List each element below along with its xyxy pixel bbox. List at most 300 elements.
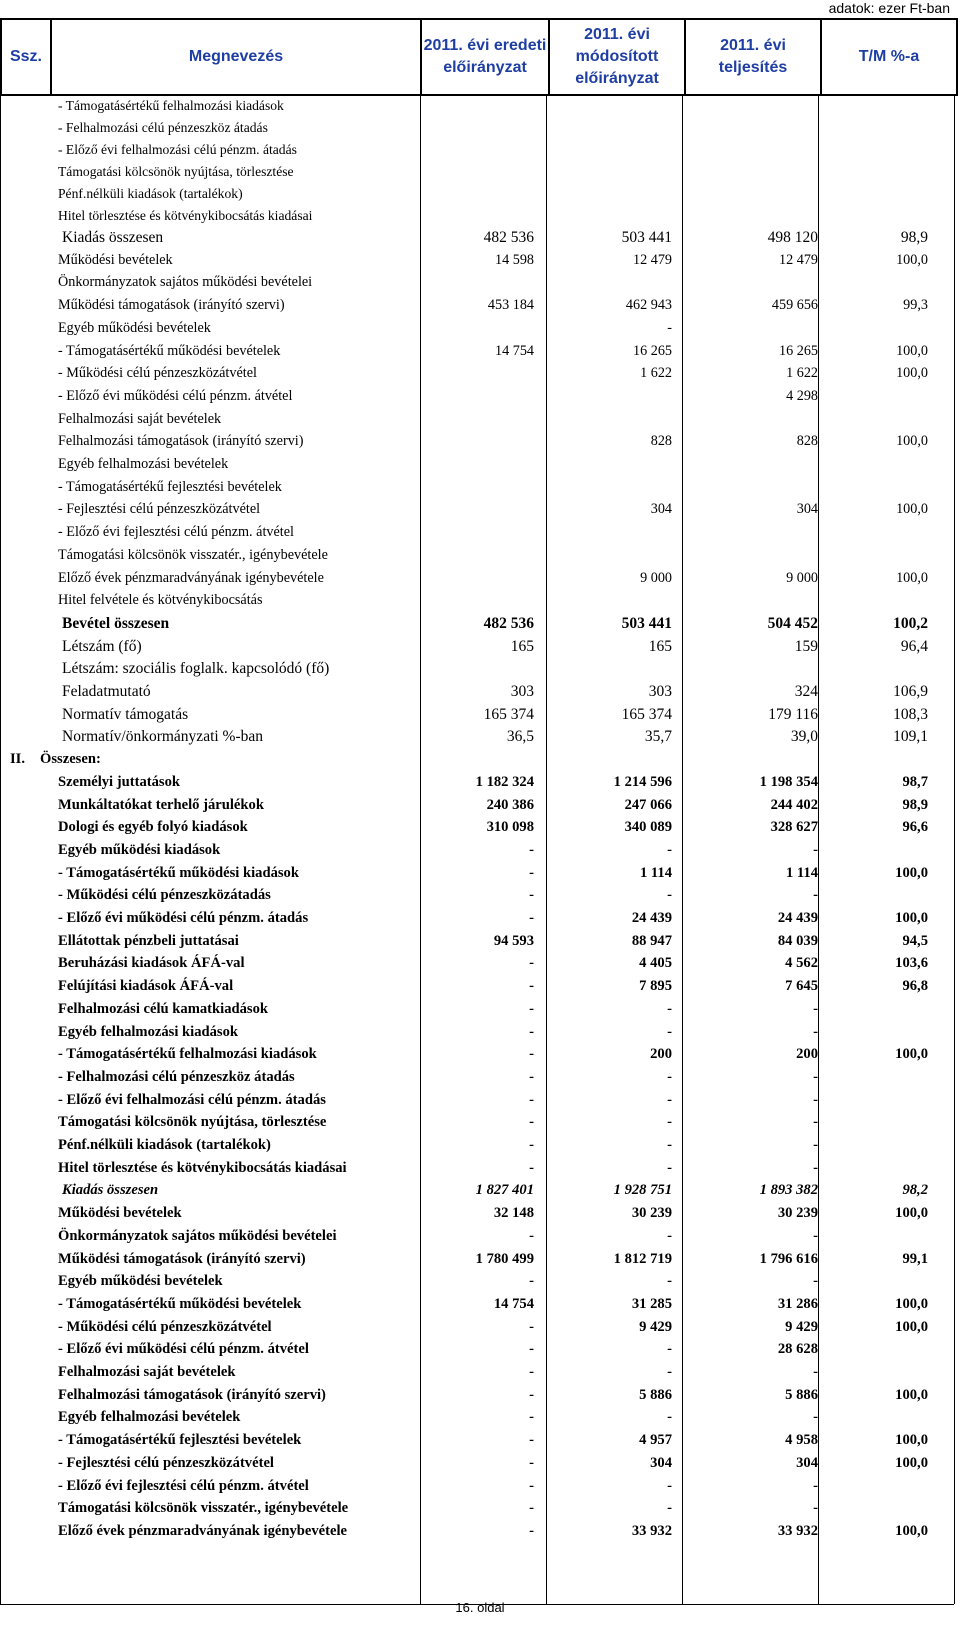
row-label: Működési támogatások (irányító szervi): [58, 297, 285, 314]
table-row: [0, 1111, 956, 1134]
table-row: [0, 430, 956, 453]
header-actual: 2011. évi teljesítés: [685, 19, 821, 95]
header-ssz: Ssz.: [1, 19, 51, 95]
row-label: Feladatmutató: [62, 683, 151, 700]
cell-original-budget: -: [529, 1500, 534, 1517]
cell-original-budget: -: [529, 1023, 534, 1040]
cell-actual: -: [813, 1023, 818, 1040]
cell-original-budget: -: [529, 1137, 534, 1153]
cell-actual: 324: [794, 683, 818, 700]
table-row: [0, 1248, 956, 1271]
table-row: [0, 1293, 956, 1316]
cell-percent: 100,0: [895, 1454, 928, 1471]
table-row: [0, 1270, 956, 1293]
cell-actual: 33 932: [777, 1522, 818, 1539]
cell-percent: 103,6: [895, 955, 928, 972]
table-row: [0, 998, 956, 1021]
cell-actual: -: [813, 887, 818, 904]
row-label: - Előző évi működési célú pénzm. átvétel: [58, 387, 293, 404]
row-label: - Működési célú pénzeszközátadás: [58, 887, 271, 904]
cell-actual: 4 298: [786, 387, 818, 404]
table-row: [0, 1384, 956, 1407]
cell-modified-budget: 304: [650, 1454, 672, 1471]
row-label: Egyéb felhalmozási bevételek: [58, 1409, 241, 1426]
row-label: Munkáltatókat terhelő járulékok: [58, 796, 264, 813]
cell-percent: 100,0: [896, 365, 928, 382]
cell-modified-budget: 30 239: [631, 1205, 672, 1222]
cell-actual: -: [813, 1477, 818, 1494]
cell-original-budget: 1 827 401: [475, 1182, 534, 1199]
cell-actual: 9 000: [786, 569, 818, 586]
header-name: Megnevezés: [51, 19, 421, 95]
cell-modified-budget: 1 214 596: [613, 773, 672, 790]
row-label: Előző évek pénzmaradványának igénybevétele: [58, 1522, 348, 1539]
cell-original-budget: 14 754: [493, 1295, 534, 1312]
row-label: Normatív/önkormányzati %-ban: [62, 728, 264, 746]
cell-actual: -: [813, 1114, 818, 1131]
table-row: [0, 1361, 956, 1384]
cell-percent: 100,0: [896, 501, 928, 518]
row-number: II.: [10, 751, 26, 768]
cell-actual: -: [813, 841, 818, 858]
cell-percent: 96,4: [900, 637, 928, 655]
cell-percent: 100,0: [895, 1205, 928, 1222]
cell-modified-budget: -: [667, 1000, 672, 1017]
row-label: Kiadás összesen: [62, 229, 164, 246]
cell-actual: -: [813, 1409, 818, 1426]
row-label: - Fejlesztési célú pénzeszközátvétel: [58, 1454, 274, 1471]
table-row: [0, 589, 956, 612]
cell-modified-budget: -: [667, 1273, 672, 1290]
cell-percent: 100,0: [895, 1295, 928, 1312]
cell-modified-budget: 35,7: [644, 728, 672, 746]
cell-modified-budget: 1 812 719: [613, 1250, 672, 1267]
cell-modified-budget: 200: [650, 1046, 672, 1063]
cell-original-budget: 482 536: [483, 229, 534, 246]
table-row: [0, 771, 956, 794]
table-row: [0, 1316, 956, 1339]
cell-original-budget: -: [529, 1227, 534, 1244]
row-label: Felhalmozási célú kamatkiadások: [58, 1000, 268, 1017]
cell-modified-budget: 24 439: [631, 910, 672, 926]
cell-modified-budget: -: [667, 1341, 672, 1358]
cell-actual: -: [813, 1137, 818, 1153]
row-label: Bevétel összesen: [62, 614, 170, 632]
header-percent: T/M %-a: [821, 19, 957, 95]
cell-modified-budget: -: [667, 841, 672, 858]
table-row: [0, 1179, 956, 1202]
row-label: Összesen:: [40, 751, 101, 768]
table-row: [0, 521, 956, 544]
cell-percent: 98,9: [900, 229, 928, 246]
row-label: Létszám (fő): [62, 637, 142, 655]
cell-modified-budget: -: [667, 1137, 672, 1153]
table-row: [0, 204, 956, 227]
cell-original-budget: -: [529, 978, 534, 995]
cell-percent: 96,8: [902, 978, 928, 995]
table-row: [0, 1202, 956, 1225]
table-row: [0, 1452, 956, 1475]
cell-original-budget: 14 754: [494, 342, 534, 359]
cell-percent: 100,0: [896, 342, 928, 359]
cell-actual: 304: [796, 501, 818, 518]
cell-actual: 1 114: [785, 864, 818, 881]
row-label: Normatív támogatás: [62, 705, 189, 723]
table-row: [0, 1043, 956, 1066]
cell-modified-budget: 16 265: [632, 342, 672, 359]
cell-actual: -: [813, 1227, 818, 1244]
table-row: [0, 1406, 956, 1429]
cell-original-budget: -: [529, 1454, 534, 1471]
cell-modified-budget: 303: [648, 683, 672, 700]
table-row: [0, 952, 956, 975]
row-label: Egyéb felhalmozási kiadások: [58, 1023, 239, 1040]
cell-modified-budget: -: [667, 1477, 672, 1494]
cell-actual: 5 886: [785, 1386, 818, 1403]
cell-modified-budget: 9 000: [640, 569, 672, 586]
cell-modified-budget: 503 441: [621, 614, 672, 632]
row-label: Pénf.nélküli kiadások (tartalékok): [58, 186, 243, 201]
cell-actual: -: [813, 1364, 818, 1380]
cell-modified-budget: -: [667, 1068, 672, 1085]
row-label: Működési bevételek: [58, 1205, 182, 1222]
row-label: Támogatási kölcsönök visszatér., igénybevétele: [58, 546, 328, 563]
cell-modified-budget: -: [667, 1159, 672, 1176]
cell-modified-budget: 31 285: [631, 1295, 672, 1312]
cell-original-budget: -: [529, 1386, 534, 1403]
row-label: - Előző évi felhalmozási célú pénzm. átadás: [58, 142, 297, 157]
table-row: [0, 544, 956, 567]
table-row: [0, 1520, 956, 1543]
row-label: Támogatási kölcsönök nyújtása, törlesztése: [58, 1114, 327, 1131]
cell-actual: 39,0: [790, 728, 818, 746]
row-label: - Támogatásértékű felhalmozási kiadások: [58, 98, 284, 113]
table-row: [0, 182, 956, 205]
cell-original-budget: 310 098: [486, 819, 534, 836]
row-label: - Támogatásértékű fejlesztési bevételek: [58, 1432, 302, 1449]
page-number: 16. oldal: [455, 1600, 505, 1615]
table-row: [0, 1475, 956, 1498]
cell-modified-budget: -: [667, 319, 672, 336]
table-row: [0, 680, 956, 703]
row-label: - Támogatásértékű fejlesztési bevételek: [58, 478, 282, 495]
cell-modified-budget: 462 943: [625, 297, 672, 314]
row-label: Személyi juttatások: [58, 773, 181, 790]
cell-modified-budget: 165 374: [621, 705, 672, 723]
cell-actual: 200: [796, 1046, 818, 1063]
cell-actual: 9 429: [785, 1318, 818, 1335]
table-row: [0, 567, 956, 590]
row-label: Dologi és egyéb folyó kiadások: [58, 819, 248, 836]
cell-actual: -: [813, 1500, 818, 1517]
cell-percent: 94,5: [902, 932, 928, 949]
row-label: Felhalmozási saját bevételek: [58, 410, 222, 427]
table-row: [0, 862, 956, 885]
row-label: - Előző évi működési célú pénzm. átadás: [58, 910, 309, 926]
cell-percent: 96,6: [902, 819, 928, 836]
row-label: - Támogatásértékű működési kiadások: [58, 864, 299, 881]
cell-modified-budget: 88 947: [631, 932, 672, 949]
row-label: - Felhalmozási célú pénzeszköz átadás: [58, 120, 268, 135]
cell-modified-budget: 33 932: [631, 1522, 672, 1539]
cell-original-budget: 94 593: [493, 932, 534, 949]
cell-actual: 1 622: [786, 365, 818, 382]
cell-original-budget: 1 780 499: [475, 1250, 534, 1267]
cell-actual: 1 893 382: [759, 1182, 818, 1199]
table-row: [0, 794, 956, 817]
cell-actual: 1 198 354: [759, 773, 818, 790]
cell-actual: 30 239: [777, 1205, 818, 1222]
table-row: [0, 226, 956, 249]
cell-modified-budget: 4 957: [639, 1432, 672, 1449]
cell-modified-budget: 503 441: [621, 229, 672, 246]
cell-original-budget: -: [529, 1409, 534, 1426]
table-row: [0, 725, 956, 748]
cell-modified-budget: 1 622: [640, 365, 672, 382]
table-row: [0, 138, 956, 161]
row-label: Egyéb működési bevételek: [58, 1273, 223, 1290]
row-label: - Támogatásértékű felhalmozási kiadások: [58, 1046, 317, 1063]
cell-original-budget: -: [529, 910, 534, 926]
row-label: - Működési célú pénzeszközátvétel: [58, 365, 257, 382]
table-row: [0, 362, 956, 385]
cell-modified-budget: 828: [650, 433, 672, 450]
cell-original-budget: 1 182 324: [475, 773, 534, 790]
cell-percent: 100,0: [896, 433, 928, 450]
table-row: [0, 249, 956, 272]
cell-actual: 504 452: [767, 614, 818, 632]
units-note: adatok: ezer Ft-ban: [828, 0, 950, 16]
cell-original-budget: -: [529, 1364, 534, 1380]
cell-actual: 459 656: [771, 297, 818, 314]
row-label: Felhalmozási támogatások (irányító szervi): [58, 1386, 326, 1403]
row-label: - Előző évi fejlesztési célú pénzm. átvétel: [58, 524, 294, 541]
cell-original-budget: 303: [510, 683, 534, 700]
row-label: Támogatási kölcsönök nyújtása, törlesztése: [58, 164, 294, 179]
row-label: Létszám: szociális foglalk. kapcsolódó (fő): [62, 660, 330, 678]
table-row: [0, 385, 956, 408]
cell-modified-budget: 12 479: [632, 251, 672, 268]
cell-actual: 179 116: [768, 705, 818, 723]
cell-original-budget: -: [529, 1046, 534, 1063]
cell-original-budget: -: [529, 887, 534, 904]
cell-original-budget: -: [529, 864, 534, 881]
table-row: [0, 657, 956, 680]
cell-modified-budget: -: [667, 887, 672, 904]
table-row: [0, 635, 956, 658]
cell-original-budget: -: [529, 1477, 534, 1494]
row-label: Egyéb működési bevételek: [58, 319, 211, 336]
cell-original-budget: -: [529, 1159, 534, 1176]
row-label: Felhalmozási támogatások (irányító szervi): [58, 433, 304, 450]
cell-modified-budget: 4 405: [639, 955, 672, 972]
row-label: Hitel felvétele és kötvénykibocsátás: [58, 592, 263, 609]
cell-original-budget: -: [529, 1068, 534, 1085]
table-row: [0, 1157, 956, 1180]
row-label: - Támogatásértékű működési bevételek: [58, 342, 281, 359]
table-body: [0, 94, 956, 1604]
cell-actual: -: [813, 1091, 818, 1108]
cell-percent: 100,0: [895, 910, 928, 926]
cell-percent: 100,0: [895, 1522, 928, 1539]
cell-original-budget: -: [529, 1522, 534, 1539]
table-row: [0, 907, 956, 930]
cell-percent: 100,0: [895, 864, 928, 881]
cell-actual: 328 627: [770, 819, 818, 836]
cell-original-budget: 453 184: [487, 297, 534, 314]
cell-modified-budget: 165: [648, 637, 672, 655]
cell-percent: 98,7: [902, 773, 928, 790]
header-modified-budget: 2011. évi módosított előirányzat: [549, 19, 685, 95]
row-label: Működési támogatások (irányító szervi): [58, 1250, 306, 1267]
cell-actual: 244 402: [770, 796, 818, 813]
table-row: [0, 703, 956, 726]
table-row: [0, 317, 956, 340]
table-row: [0, 453, 956, 476]
table-row: [0, 1497, 956, 1520]
cell-original-budget: -: [529, 1091, 534, 1108]
row-label: - Előző évi működési célú pénzm. átvétel: [58, 1341, 309, 1358]
cell-original-budget: -: [529, 1273, 534, 1290]
cell-modified-budget: 5 886: [639, 1386, 672, 1403]
cell-original-budget: -: [529, 1432, 534, 1449]
cell-percent: 109,1: [893, 728, 928, 746]
cell-modified-budget: 304: [650, 501, 672, 518]
cell-modified-budget: 9 429: [639, 1318, 672, 1335]
cell-percent: 100,2: [893, 614, 928, 632]
table-row: [0, 839, 956, 862]
cell-modified-budget: -: [667, 1114, 672, 1131]
row-label: - Támogatásértékű működési bevételek: [58, 1295, 302, 1312]
cell-actual: 828: [796, 433, 818, 450]
table-row: [0, 930, 956, 953]
cell-original-budget: 240 386: [486, 796, 534, 813]
row-label: Felhalmozási saját bevételek: [58, 1364, 236, 1380]
table-row: [0, 975, 956, 998]
cell-original-budget: 165 374: [483, 705, 534, 723]
cell-modified-budget: -: [667, 1023, 672, 1040]
cell-actual: -: [813, 1159, 818, 1176]
cell-modified-budget: -: [667, 1409, 672, 1426]
table-row: [0, 271, 956, 294]
cell-original-budget: -: [529, 1114, 534, 1131]
row-label: Önkormányzatok sajátos működési bevételei: [58, 274, 313, 291]
table-row: [0, 1225, 956, 1248]
table-row: [0, 1134, 956, 1157]
cell-actual: -: [813, 1273, 818, 1290]
cell-actual: 24 439: [777, 910, 818, 926]
table-row: [0, 612, 956, 635]
cell-original-budget: -: [529, 1318, 534, 1335]
row-label: Hitel törlesztése és kötvénykibocsátás kiadásai: [58, 208, 313, 223]
row-label: Önkormányzatok sajátos működési bevételei: [58, 1227, 337, 1244]
cell-original-budget: 165: [510, 637, 534, 655]
cell-actual: 12 479: [778, 251, 818, 268]
cell-percent: 99,3: [903, 297, 928, 314]
cell-actual: -: [813, 1068, 818, 1085]
row-label: - Fejlesztési célú pénzeszközátvétel: [58, 501, 261, 518]
table-row: [0, 498, 956, 521]
cell-actual: 7 645: [785, 978, 818, 995]
row-label: Pénf.nélküli kiadások (tartalékok): [58, 1137, 271, 1153]
row-label: Felújítási kiadások ÁFÁ-val: [58, 978, 234, 995]
cell-original-budget: -: [529, 1000, 534, 1017]
table-row: [0, 816, 956, 839]
row-label: - Felhalmozási célú pénzeszköz átadás: [58, 1068, 295, 1085]
cell-percent: 98,9: [902, 796, 928, 813]
cell-original-budget: -: [529, 955, 534, 972]
cell-modified-budget: 1 928 751: [613, 1182, 672, 1199]
cell-modified-budget: 340 089: [624, 819, 672, 836]
cell-modified-budget: -: [667, 1091, 672, 1108]
row-label: Kiadás összesen: [62, 1182, 159, 1199]
row-label: Előző évek pénzmaradványának igénybevétele: [58, 569, 324, 586]
cell-percent: 98,2: [902, 1182, 928, 1199]
table-row: [0, 340, 956, 363]
table-row: [0, 1338, 956, 1361]
table-row: [0, 748, 956, 771]
table-row: [0, 476, 956, 499]
cell-actual: 159: [794, 637, 818, 655]
cell-actual: 1 796 616: [759, 1250, 818, 1267]
cell-original-budget: 32 148: [493, 1205, 534, 1222]
cell-percent: 100,0: [895, 1046, 928, 1063]
cell-actual: 4 958: [785, 1432, 818, 1449]
cell-percent: 106,9: [893, 683, 928, 700]
cell-actual: 31 286: [777, 1295, 818, 1312]
table-row: [0, 884, 956, 907]
row-label: - Működési célú pénzeszközátvétel: [58, 1318, 272, 1335]
row-label: Hitel törlesztése és kötvénykibocsátás kiadásai: [58, 1159, 347, 1176]
row-label: Támogatási kölcsönök visszatér., igénybevétele: [58, 1500, 349, 1517]
cell-modified-budget: 1 114: [639, 864, 672, 881]
cell-actual: 16 265: [778, 342, 818, 359]
cell-original-budget: 482 536: [483, 614, 534, 632]
cell-percent: 100,0: [895, 1318, 928, 1335]
cell-modified-budget: -: [667, 1227, 672, 1244]
cell-percent: 100,0: [895, 1386, 928, 1403]
table-row: [0, 1066, 956, 1089]
row-label: Működési bevételek: [58, 251, 173, 268]
cell-modified-budget: -: [667, 1500, 672, 1517]
table-row: [0, 1021, 956, 1044]
table-row: [0, 294, 956, 317]
cell-original-budget: 36,5: [506, 728, 534, 746]
cell-percent: 99,1: [902, 1250, 928, 1267]
table-row: [0, 408, 956, 431]
cell-modified-budget: -: [667, 1364, 672, 1380]
header-original-budget: 2011. évi eredeti előirányzat: [421, 19, 549, 95]
row-label: Egyéb működési kiadások: [58, 841, 221, 858]
table-row: [0, 160, 956, 183]
row-label: Egyéb felhalmozási bevételek: [58, 456, 229, 472]
row-label: - Előző évi fejlesztési célú pénzm. átvétel: [58, 1477, 309, 1494]
cell-actual: 84 039: [777, 932, 818, 949]
cell-percent: 108,3: [893, 705, 928, 723]
cell-percent: 100,0: [896, 569, 928, 586]
table-header: [0, 18, 958, 96]
cell-actual: 498 120: [767, 229, 818, 246]
cell-percent: 100,0: [895, 1432, 928, 1449]
row-label: Beruházási kiadások ÁFÁ-val: [58, 955, 245, 972]
cell-percent: 100,0: [896, 251, 928, 268]
table-row: [0, 94, 956, 117]
cell-actual: -: [813, 1000, 818, 1017]
cell-original-budget: -: [529, 1341, 534, 1358]
row-label: - Előző évi felhalmozási célú pénzm. átadás: [58, 1091, 326, 1108]
cell-actual: 4 562: [785, 955, 818, 972]
table-row: [0, 1429, 956, 1452]
